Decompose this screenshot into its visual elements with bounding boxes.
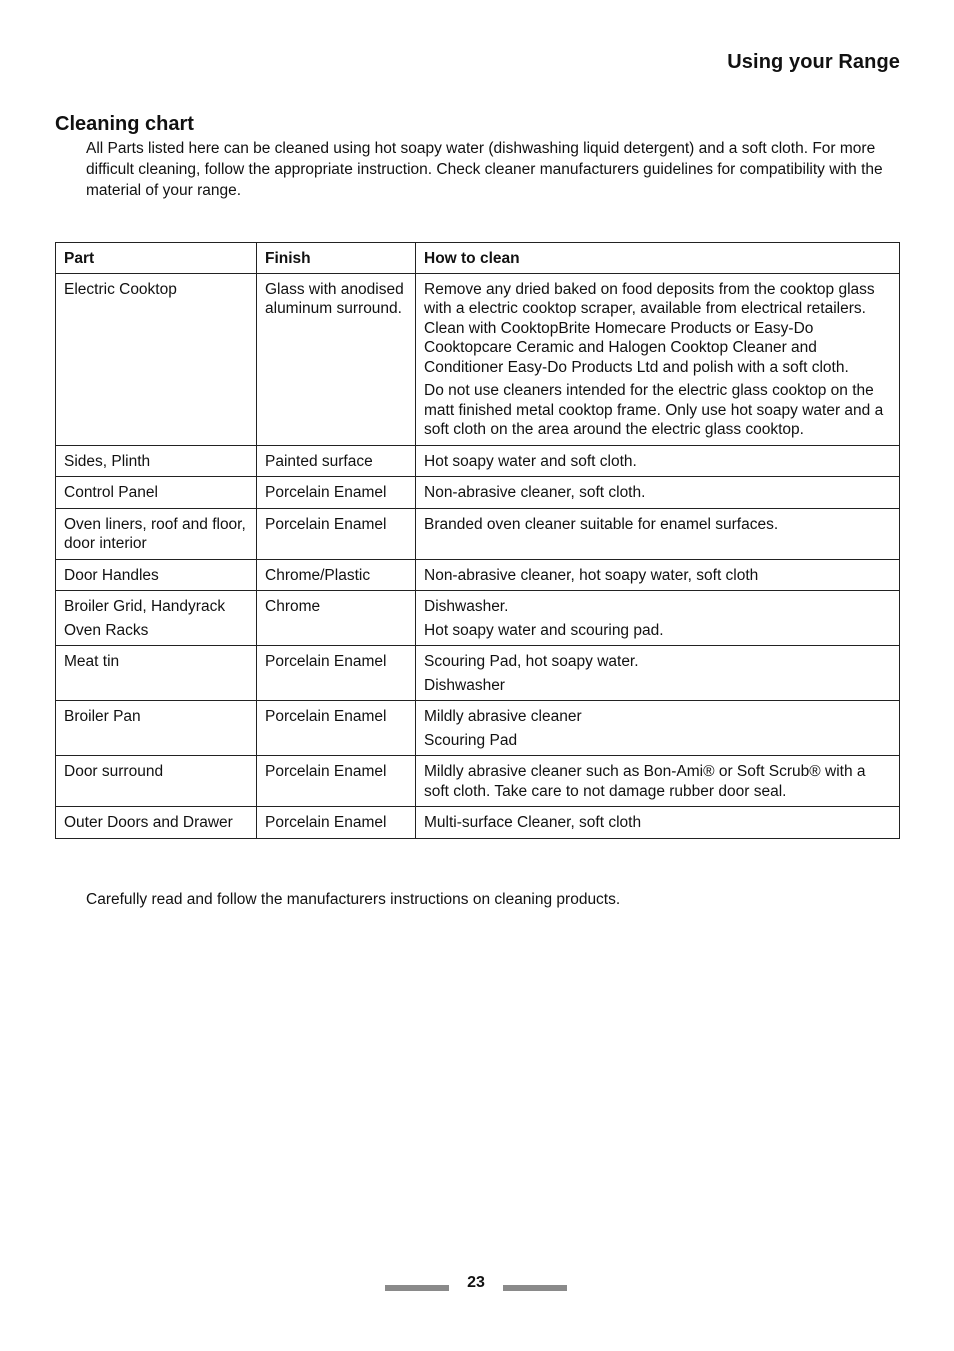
cell-finish [257, 445, 416, 477]
cell-how-to-clean [416, 559, 900, 591]
cell-part [56, 591, 257, 646]
cell-how-to-clean [416, 646, 900, 701]
cell-how-to-clean-text: Branded oven cleaner suitable for enamel surfaces. [424, 515, 779, 533]
cell-how-to-clean [416, 807, 900, 839]
cell-how-to-clean-text: Dishwasher. [424, 598, 509, 615]
cell-part [56, 646, 257, 701]
cell-how-to-clean-text: Scouring Pad, hot soapy water. [424, 653, 639, 670]
cell-how-to-clean [416, 445, 900, 477]
cell-part-text: Door surround [64, 763, 164, 780]
cell-part-text: Oven Racks [64, 621, 149, 639]
cell-part-text: Outer Doors and Drawer [64, 814, 233, 831]
cell-how-to-clean-text: Dishwasher [424, 676, 505, 694]
cell-how-to-clean-text: Hot soapy water and scouring pad. [424, 621, 664, 639]
cleaning-table [55, 242, 900, 839]
cell-finish-text: Glass with anodised aluminum surround. [265, 280, 404, 317]
cell-finish-text: Chrome/Plastic [265, 566, 371, 584]
cell-finish-text: Porcelain Enamel [265, 708, 387, 725]
table-body [56, 273, 900, 838]
footer-note: Carefully read and follow the manufacturers instructions on cleaning products. [86, 891, 621, 908]
cell-how-to-clean-text: Mildly abrasive cleaner such as Bon-Ami® or Soft Scrub® with a soft cloth. Take care to not damage rubber door seal. [424, 763, 866, 800]
cell-finish-text: Porcelain Enamel [265, 484, 387, 501]
column-header-part: Part [56, 243, 257, 274]
column-header-finish: Finish [257, 243, 416, 274]
table-row [56, 701, 900, 756]
cell-part [56, 559, 257, 591]
table-row [56, 756, 900, 807]
cell-finish [257, 756, 416, 807]
page-footer [385, 1274, 567, 1298]
cell-how-to-clean [416, 701, 900, 756]
cell-finish [257, 701, 416, 756]
table-row [56, 445, 900, 477]
cell-how-to-clean [416, 477, 900, 509]
cell-finish-text: Painted surface [265, 452, 373, 470]
cell-finish [257, 646, 416, 701]
cell-part [56, 273, 257, 445]
cell-part [56, 807, 257, 839]
intro-paragraph: All Parts listed here can be cleaned using hot soapy water (dishwashing liquid detergent) and a soft cloth. For more difficult cleaning, follow the appropriate instruction. Check cleaner manufacturers guidelines for compatibility with the material of your range. [86, 140, 883, 199]
table-row [56, 646, 900, 701]
cell-part-text: Oven liners, roof and floor, door interior [64, 515, 246, 552]
cell-part [56, 701, 257, 756]
cell-how-to-clean [416, 591, 900, 646]
cell-part [56, 477, 257, 509]
cell-how-to-clean [416, 273, 900, 445]
cell-part-text: Meat tin [64, 653, 120, 670]
cell-how-to-clean-text: Do not use cleaners intended for the electric glass cooktop on the matt finished metal cooktop frame. Only use hot soapy water and a soft cloth on the area around the electric glass cooktop. [424, 382, 884, 438]
cell-part-text: Control Panel [64, 484, 158, 501]
section-header: Using your Range [727, 51, 900, 73]
table-header-row [56, 243, 900, 274]
cell-finish [257, 591, 416, 646]
cell-finish-text: Porcelain Enamel [265, 814, 387, 831]
cell-part-text: Sides, Plinth [64, 452, 151, 470]
table-row [56, 559, 900, 591]
cell-how-to-clean-text: Hot soapy water and soft cloth. [424, 452, 637, 470]
cell-part-text: Electric Cooktop [64, 280, 177, 298]
cell-how-to-clean [416, 508, 900, 559]
cell-finish [257, 508, 416, 559]
cell-part [56, 508, 257, 559]
footer-bar-right [503, 1285, 567, 1291]
cell-part [56, 445, 257, 477]
page-number: 23 [467, 1274, 485, 1291]
page-title: Cleaning chart [55, 113, 194, 135]
cell-finish [257, 559, 416, 591]
cell-how-to-clean-text: Multi-surface Cleaner, soft cloth [424, 814, 642, 831]
cell-how-to-clean-text: Non-abrasive cleaner, soft cloth. [424, 484, 646, 501]
cell-finish [257, 273, 416, 445]
cell-part-text: Broiler Pan [64, 708, 141, 725]
cell-finish-text: Porcelain Enamel [265, 763, 387, 780]
cell-part-text: Door Handles [64, 566, 159, 584]
column-header-how-to-clean: How to clean [416, 243, 900, 274]
cell-how-to-clean-text: Mildly abrasive cleaner [424, 708, 582, 725]
cell-finish-text: Porcelain Enamel [265, 515, 387, 533]
cell-how-to-clean [416, 756, 900, 807]
cell-how-to-clean-text: Remove any dried baked on food deposits from the cooktop glass with a electric cooktop scraper, available from electrical retailers. Clean with CooktopBrite Homecare Products or Easy-Do Cooktopcare Ceramic and Halogen Cooktop Cleaner and Conditioner Easy-Do Products Ltd and polish with a soft cloth. [424, 280, 875, 376]
cell-finish-text: Chrome [265, 598, 321, 615]
cell-part [56, 756, 257, 807]
table-row [56, 508, 900, 559]
table-row [56, 273, 900, 445]
cell-part-text: Broiler Grid, Handyrack [64, 598, 226, 615]
cell-how-to-clean-text: Scouring Pad [424, 731, 518, 749]
cell-finish-text: Porcelain Enamel [265, 653, 387, 670]
cell-finish [257, 477, 416, 509]
table-row [56, 477, 900, 509]
cell-finish [257, 807, 416, 839]
table-row [56, 807, 900, 839]
cell-how-to-clean-text: Non-abrasive cleaner, hot soapy water, soft cloth [424, 566, 759, 584]
table-row [56, 591, 900, 646]
